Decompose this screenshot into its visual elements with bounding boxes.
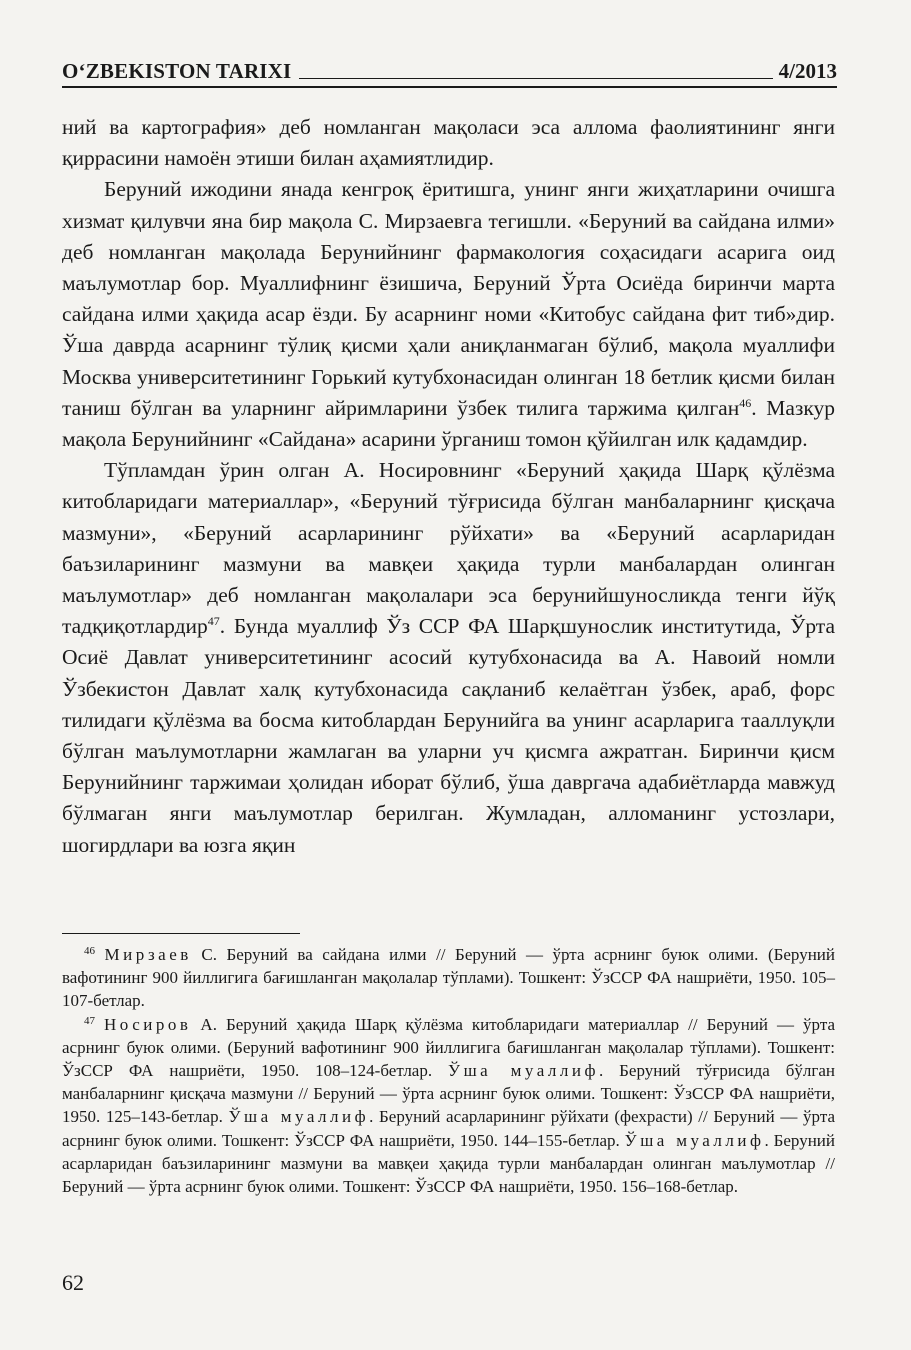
paragraph-1-text: ний ва картография» деб номланган мақоласи эса аллома фаолиятининг янги қиррасини намоён этиши билан аҳамиятлидир.	[62, 115, 835, 171]
paragraph-1	[62, 112, 835, 174]
paragraph-3-text-b: . Бунда муаллиф Ўз ССР ФА Шарқшунослик институтида, Ўрта Осиё Давлат университетининг асосий кутубхонасида ва А. Навоий номли Ўзбекистон Давлат халқ кутубхонасида сақланиб келаётган ўзбек, араб, форс тилидаги қўлёзма ва босма китоблардан Берунийга ва унинг асарларига тааллуқли бўлган маълумотларни жамлаган ва уларни уч қисмга ажратган. Биринчи қисм Берунийнинг таржимаи ҳолидан иборат бўлиб, ўша давргача адабиётларда мавжуд бўлмаган янги маълумотлар берилган. Жумладан, алломанинг устозлари, шогирдлари ва юзга яқин	[62, 614, 835, 857]
paragraph-2-text-b: . Мазкур мақола Берунийнинг «Сайдана» асарини ўрганиш томон қўйилган илк қадамдир.	[62, 395, 835, 452]
footnote-47-text-1: А. Беруний ҳақида Шарқ қўлёзма китобларидаги материаллар // Беруний — ўрта асрнинг буюк олими. (Беруний вафотининг 900 йиллигига бағишланган мақолалар тўплами). Тошкент: ЎзССР ФА нашриёти, 1950. 108–124-бетлар.	[62, 1014, 836, 1081]
footnotes	[62, 943, 835, 1198]
paragraph-3-text-a: Тўпламдан ўрин олган А. Носировнинг «Беруний ҳақида Шарқ қўлёзма китобларидаги материаллар», «Беруний тўғрисида бўлган манбаларнинг қисқача мазмуни», «Беруний асарларининг рўйхати» ва «Беруний асарларидан баъзиларининг мазмуни ва мавқеи ҳақида турли манбалардан олинган маълумотлар» деб номланган мақолалари эса берунийшуносликда тенги йўқ тадқиқотлардир	[62, 458, 835, 639]
paragraph-3	[62, 455, 835, 861]
page-number: 62	[62, 1270, 84, 1295]
footnote-47-same-author-2: Ўша муаллиф	[228, 1107, 370, 1127]
header-line	[299, 78, 772, 79]
running-header	[62, 54, 837, 84]
journal-title: O‘ZBEKISTON TARIXI	[62, 59, 292, 83]
footnote-46	[62, 943, 835, 1013]
issue-number: 4/2013	[778, 59, 837, 83]
footnote-46-number: 46	[84, 945, 95, 957]
footnote-ref-46[interactable]: 46	[739, 395, 752, 410]
paragraph-2	[62, 174, 835, 455]
paragraph-2-text-a: Беруний ижодини янада кенгроқ ёритишга, унинг янги жиҳатларини очишга хизмат қилувчи яна бир мақола С. Мирзаевга тегишли. «Беруний ва сайдана илми» деб номланган мақолада Берунийнинг фармакология соҳасидаги асарига оид маълумотлар бор. Муаллифнинг ёзишича, Беруний Ўрта Осиёда биринчи марта сайдана илми ҳақида асар ёзди. Бу асарнинг номи «Китобус сайдана фит тиб»дир. Ўша даврда асарнинг тўлиқ қисми ҳали аниқланмаган бўлиб, мақола муаллифи Москва университетининг Горький кутубхонасидан олинган 18 бетлик қисми билан таниш бўлган ва уларнинг айримларини ўзбек тилига таржима қилган	[62, 177, 835, 420]
header-rule	[62, 86, 837, 88]
footnote-separator	[62, 933, 300, 934]
footnote-46-text: С. Беруний ва сайдана илми // Беруний — ўрта асрнинг буюк олими. (Беруний вафотининг 900 йиллигига бағишланган мақолалар тўплами). Тошкент: ЎзССР ФА нашриёти, 1950. 105–107-бетлар.	[62, 945, 835, 1011]
footnote-47-author: Носиров	[104, 1014, 192, 1034]
article-body	[62, 112, 835, 861]
footnote-ref-47[interactable]: 47	[207, 614, 220, 629]
footnote-47-same-author-3: Ўша муаллиф	[624, 1130, 765, 1150]
footnote-47-same-author-1: Ўша муаллиф	[448, 1061, 599, 1081]
footnote-47-text-3: . Беруний асарларининг рўйхати (фехрасти) // Беруний — ўрта асрнинг буюк олими. Тошкент: ЎзССР ФА нашриёти, 1950. 144–155-бетлар.	[62, 1107, 836, 1150]
footnote-47-number: 47	[84, 1014, 95, 1027]
footnote-47-text-4: . Беруний асарларидан баъзиларининг мазмуни ва мавқеи ҳақида турли манбалардан олинган маълумотлар // Беруний — ўрта асрнинг буюк олими. Тошкент: ЎзССР ФА нашриёти, 1950. 156–168-бетлар.	[62, 1130, 835, 1197]
footnote-46-author: Мирзаев	[104, 945, 192, 964]
footnote-47	[62, 1013, 835, 1199]
footnote-47-text-2: . Беруний тўғрисида бўлган манбаларнинг қисқача мазмуни // Беруний — ўрта асрнинг буюк олими. Тошкент: ЎзССР ФА нашриёти, 1950. 125–143-бетлар.	[62, 1061, 835, 1127]
